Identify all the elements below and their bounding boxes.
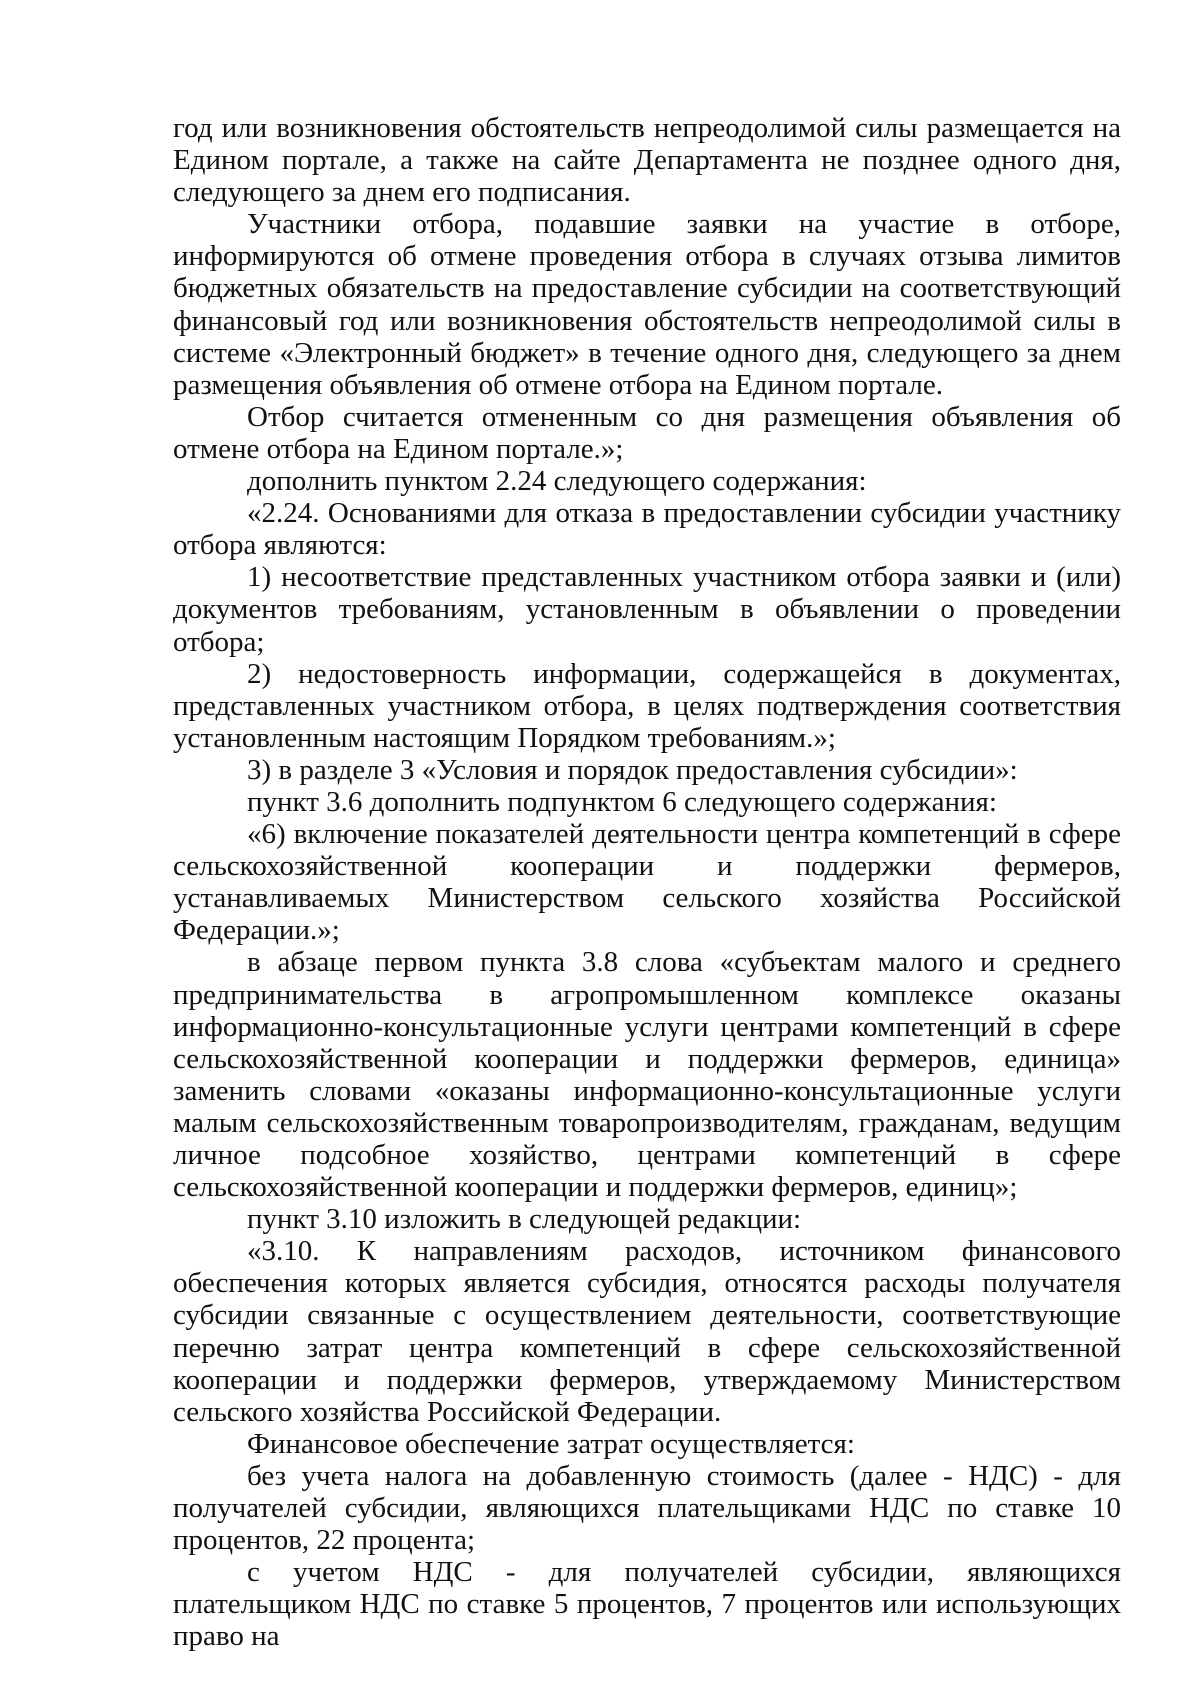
paragraph-reason-2: 2) недостоверность информации, содержащейся в документах, представленных участником отбора, в целях подтверждения соответствия установленным настоящим Порядком требованиям.»;	[173, 657, 1121, 754]
paragraph-selection-cancelled: Отбор считается отмененным со дня размещения объявления об отмене отбора на Едином портале.»;	[173, 400, 1121, 465]
paragraph-financing: Финансовое обеспечение затрат осуществляется:	[247, 1427, 855, 1460]
paragraph-subclause-6: «6) включение показателей деятельности центра компетенций в сфере сельскохозяйственной кооперации и поддержки фермеров, устанавливаемых Министерством сельского хозяйства Российской Федерации.»;	[173, 818, 1121, 947]
paragraph-clause-3-6: пункт 3.6 дополнить подпунктом 6 следующего содержания:	[247, 785, 997, 818]
paragraph-clause-3-8: в абзаце первом пункта 3.8 слова «субъектам малого и среднего предпринимательства в агропромышленном комплексе оказаны информационно-консультационные услуги центрами компетенций в сфере сельскохозяйственной кооперации и поддержки фермеров, единица» заменить словами «оказаны информационно-консультационные услуги малым сельскохозяйственным товаропроизводителям, гражданам, ведущим личное подсобное хозяйство, центрами компетенций в сфере сельскохозяйственной кооперации и поддержки фермеров, единиц»;	[173, 946, 1121, 1204]
paragraph-with-vat: с учетом НДС - для получателей субсидии, являющихся плательщиком НДС по ставке 5 процентов, 7 процентов или использующих право на	[173, 1556, 1121, 1653]
paragraph-participants-notified: Участники отбора, подавшие заявки на участие в отборе, информируются об отмене проведения отбора в случаях отзыва лимитов бюджетных обязательств на предоставление субсидии на соответствующий финансовый год или возникновения обстоятельств непреодолимой силы в системе «Электронный бюджет» в течение одного дня, следующего за днем размещения объявления об отмене отбора на Едином портале.	[173, 208, 1121, 401]
paragraph-clause-3-10-intro: пункт 3.10 изложить в следующей редакции:	[247, 1203, 802, 1236]
paragraph-section-3: 3) в разделе 3 «Условия и порядок предоставления субсидии»:	[247, 753, 1018, 786]
paragraph-clause-3-10: «3.10. К направлениям расходов, источником финансового обеспечения которых является субсидия, относятся расходы получателя субсидии связанные с осуществлением деятельности, соответствующие перечню затрат центра компетенций в сфере сельскохозяйственной кооперации и поддержки фермеров, утверждаемому Министерством сельского хозяйства Российской Федерации.	[173, 1235, 1121, 1428]
document-page	[173, 112, 1121, 1653]
paragraph-without-vat: без учета налога на добавленную стоимость (далее - НДС) - для получателей субсидии, являющихся плательщиками НДС по ставке 10 процентов, 22 процента;	[173, 1459, 1121, 1557]
paragraph-continuation: год или возникновения обстоятельств непреодолимой силы размещается на Едином портале, а также на сайте Департамента не позднее одного дня, следующего за днем его подписания.	[173, 112, 1121, 209]
paragraph-add-clause-2-24: дополнить пунктом 2.24 следующего содержания:	[247, 465, 867, 498]
paragraph-reason-1: 1) несоответствие представленных участником отбора заявки и (или) документов требованиям, установленным в объявлении о проведении отбора;	[173, 561, 1121, 658]
paragraph-clause-2-24: «2.24. Основаниями для отказа в предоставлении субсидии участнику отбора являются:	[173, 497, 1121, 562]
